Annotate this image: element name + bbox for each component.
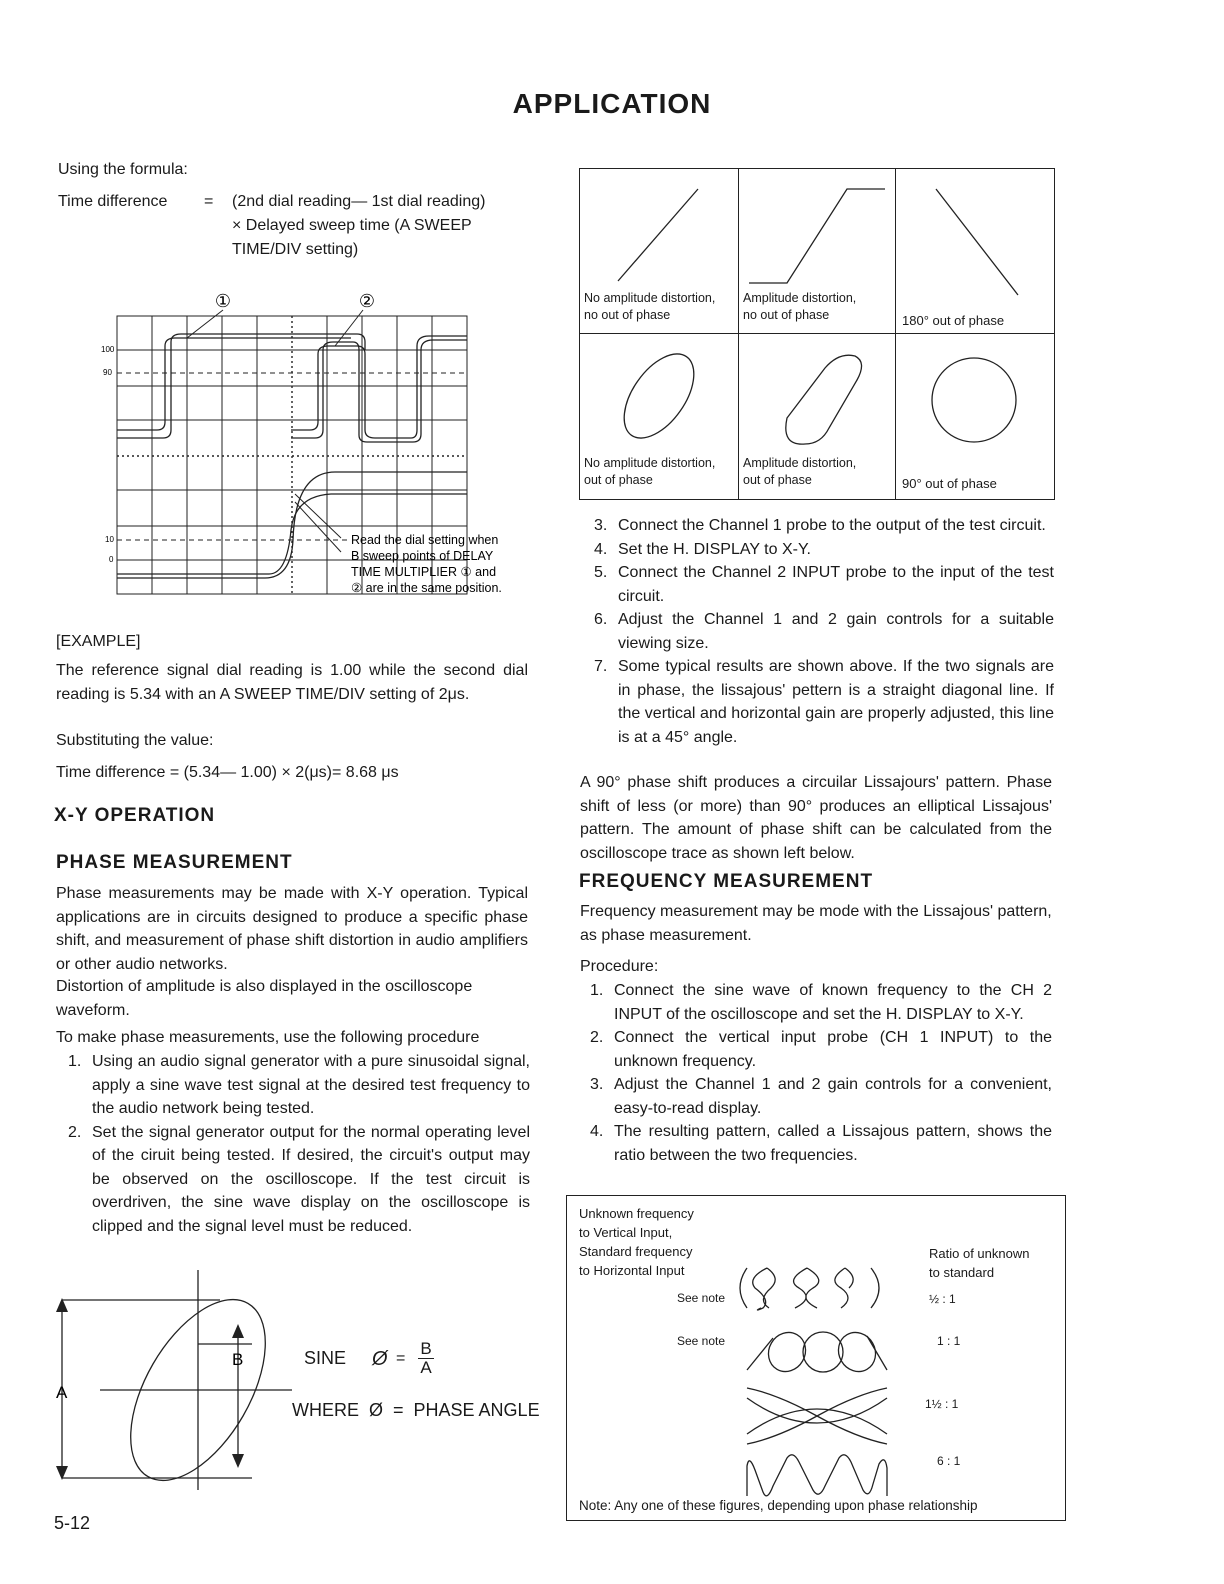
list-item: 4. The resulting pattern, called a Lissajous pattern, shows the ratio between the two frequencies. (590, 1123, 1052, 1164)
phase-paragraph-3: To make phase measurements, use the following procedure (56, 1029, 480, 1046)
diagram-note-3: TIME MULTIPLIER ① and (351, 565, 497, 579)
formula-equals: = (204, 193, 214, 210)
example-substituting: Substituting the value: (56, 732, 214, 749)
page-title: APPLICATION (512, 88, 712, 119)
ratio-right-label: Ratio of unknown to standard (929, 1246, 1030, 1280)
marker-1: ① (214, 291, 232, 312)
table-cell: 90° out of phase (895, 333, 1055, 500)
list-item: 1. Connect the sine wave of known frequency to the CH 2 INPUT of the oscilloscope and set the H. DISPLAY to X-Y. (590, 982, 1052, 1023)
level-90: 90 (103, 368, 112, 377)
phase-steps (58, 1050, 530, 1238)
frequency-heading: FREQUENCY MEASUREMENT (579, 871, 874, 892)
table-cell: Amplitude distortion, no out of phase (738, 168, 896, 334)
level-0: 0 (109, 555, 114, 564)
frequency-steps (580, 979, 1052, 1167)
table-cell: No amplitude distortion, out of phase (579, 333, 739, 500)
ratio-six: 6 : 1 (937, 1454, 961, 1468)
sine-label: SINE (304, 1348, 347, 1368)
xy-heading: X-Y OPERATION (54, 805, 216, 826)
formula-label: Time difference (58, 193, 168, 210)
lissajous-paragraph: A 90° phase shift produces a circuilar Lissajours' pattern. Phase shift of less (or more) than 90° produces an elliptical Lissajous' pattern. The amount of phase shift can be calculated from the oscilloscope trace as shown left below. (580, 774, 1052, 862)
page-number: 5-12 (54, 1513, 91, 1533)
fraction-denominator: A (420, 1358, 432, 1377)
table-cell: No amplitude distortion, no out of phase (579, 168, 739, 334)
phi-equals: = (396, 1350, 406, 1367)
phase-angle-figure (52, 1268, 302, 1498)
frequency-paragraph: Frequency measurement may be mode with the Lissajous' pattern, as phase measurement. (580, 903, 1052, 944)
list-item: 5. Connect the Channel 2 INPUT probe to the input of the test circuit. (594, 564, 1054, 605)
formula-intro: Using the formula: (58, 161, 188, 178)
frequency-ratio-box (566, 1195, 1066, 1521)
table-cell: Amplitude distortion, out of phase (738, 333, 896, 500)
level-10: 10 (105, 535, 114, 544)
procedure-label: Procedure: (580, 958, 659, 975)
diagram-note-1: Read the dial setting when (351, 533, 499, 547)
formula-line2: × Delayed sweep time (A SWEEP (232, 217, 472, 234)
table-cell: 180° out of phase (895, 168, 1055, 334)
level-100: 100 (101, 345, 115, 354)
list-item: 6. Adjust the Channel 1 and 2 gain controls for a suitable viewing size. (594, 611, 1054, 652)
ratio-half: ½ : 1 (929, 1292, 956, 1306)
list-item: 2. Set the signal generator output for the normal operating level of the ciruit being tested. If desired, the circuit's output may be observed on the oscilloscope. If the test circuit is overdriven, the sine wave display on the oscilloscope is clipped and the signal level must be reduced. (68, 1123, 530, 1235)
list-item: 1. Using an audio signal generator with a pure sinusoidal signal, apply a sine wave test signal at the desired test frequency to the audio network being tested. (68, 1053, 530, 1117)
list-item: 3. Connect the Channel 1 probe to the output of the test circuit. (594, 517, 1046, 534)
diagram-note-4: ② are in the same position. (351, 581, 502, 595)
phase-paragraph-1: Phase measurements may be made with X-Y operation. Typical applications are in circuits designed to produce a specific phase shift, and measurement of phase shift distortion in audio amplifiers or other audio networks. (56, 885, 528, 973)
ratio-note: Note: Any one of these figures, depending upon phase relationship (579, 1498, 978, 1513)
lissajous-phase-table (579, 168, 1055, 500)
example-paragraph: The reference signal dial reading is 1.00 while the second dial reading is 5.34 with an A SWEEP TIME/DIV setting of 2μs. (56, 662, 528, 703)
list-item: 2. Connect the vertical input probe (CH 1 INPUT) to the unknown frequency. (590, 1029, 1052, 1070)
delay-timing-diagram (95, 290, 535, 610)
example-result: Time difference = (5.34— 1.00) × 2(μs)= 8.68 μs (56, 764, 399, 781)
phi-symbol: Ø (372, 1348, 388, 1370)
see-note-1: See note (677, 1291, 726, 1305)
phase-paragraph-2: Distortion of amplitude is also displayed in the oscilloscope waveform. (56, 978, 473, 1019)
see-note-2: See note (677, 1334, 726, 1348)
fraction (418, 1340, 434, 1377)
list-item: 4. Set the H. DISPLAY to X-Y. (594, 540, 811, 558)
label-a: A (56, 1383, 68, 1402)
label-b: B (232, 1350, 244, 1369)
diagram-note-2: B sweep points of DELAY (351, 549, 494, 563)
formula-line1: (2nd dial reading— 1st dial reading) (232, 193, 486, 210)
ratio-left-label: Unknown frequency to Vertical Input, Standard frequency to Horizontal Input (579, 1206, 694, 1278)
list-item: 7. Some typical results are shown above. If the two signals are in phase, the lissajous' pettern is a straight diagonal line. If the vertical and horizontal gain are properly adjusted, this line is at a 45° angle. (594, 658, 1054, 746)
ratio-one: 1 : 1 (937, 1334, 961, 1348)
list-item: 3. Adjust the Channel 1 and 2 gain controls for a convenient, easy-to-read display. (590, 1076, 1052, 1117)
formula-line3: TIME/DIV setting) (232, 241, 359, 258)
ratio-one-half: 1½ : 1 (925, 1397, 959, 1411)
right-steps (584, 514, 1054, 749)
example-heading: [EXAMPLE] (56, 633, 141, 650)
marker-2: ② (358, 291, 376, 312)
fraction-numerator: B (418, 1340, 434, 1359)
phase-angle-definition: WHERE Ø = PHASE ANGLE (292, 1400, 540, 1420)
phase-heading: PHASE MEASUREMENT (56, 852, 293, 873)
lissajous-ratio-patterns (737, 1258, 897, 1498)
